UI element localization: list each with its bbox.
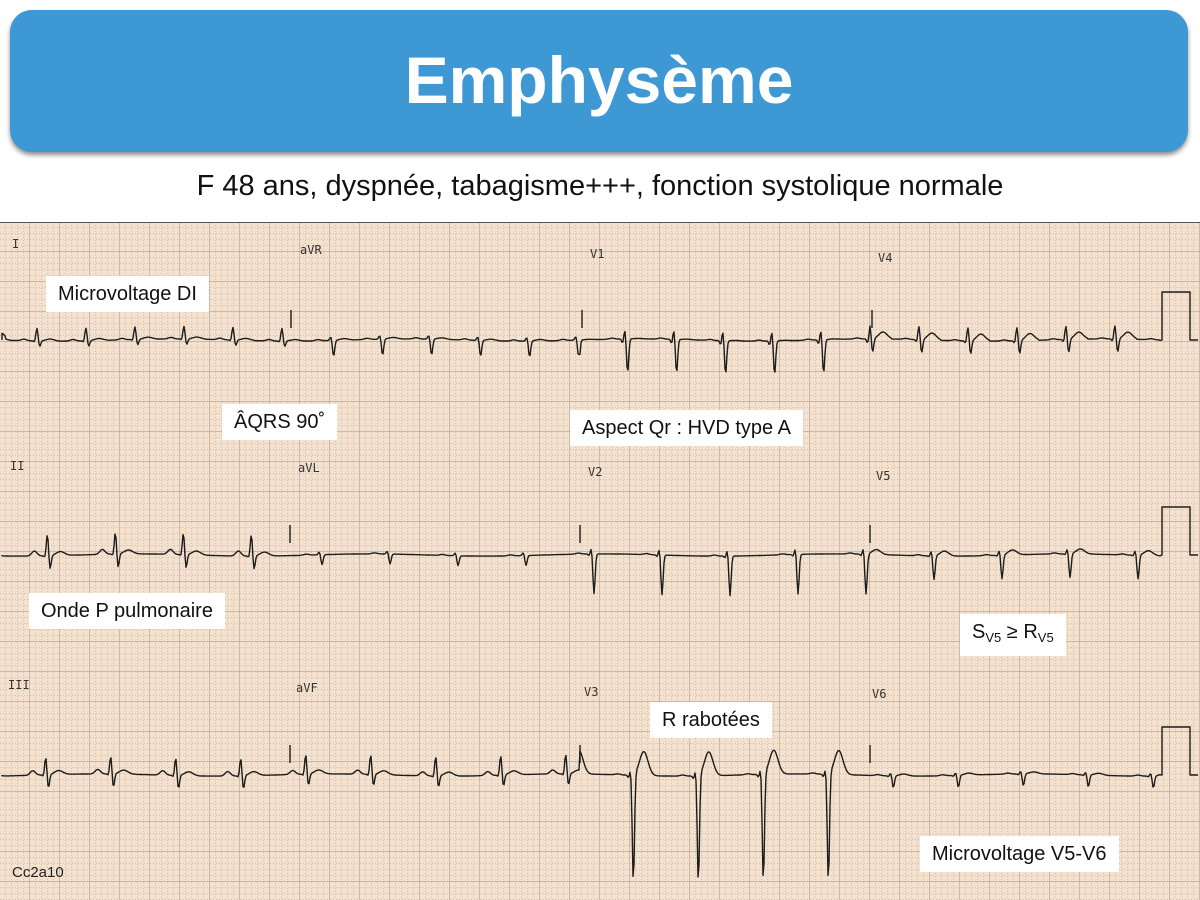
lead-label-v6: V6 <box>872 687 887 701</box>
lead-label-v2: V2 <box>588 465 603 479</box>
annotation-sv5-rv5 <box>960 614 1066 656</box>
page-title: Emphysème <box>404 43 794 117</box>
lead-label-v5: V5 <box>876 469 891 483</box>
lead-label-v3: V3 <box>584 685 599 699</box>
ecg-strip <box>0 222 1200 900</box>
lead-label-iii: III <box>8 678 30 692</box>
lead-label-avf: aVF <box>296 681 318 695</box>
annotation-microvoltage-v5v6: Microvoltage V5-V6 <box>920 836 1119 872</box>
sv5-s-subscript: V5 <box>985 630 1002 645</box>
lead-label-avl: aVL <box>298 461 320 475</box>
page-subtitle: F 48 ans, dyspnée, tabagisme+++, fonction systolique normale <box>196 170 1004 202</box>
lead-label-v1: V1 <box>590 247 605 261</box>
ecg-grid-major <box>0 222 1200 900</box>
annotation-onde-p-pulmonaire: Onde P pulmonaire <box>29 593 225 629</box>
annotation-aqrs: ÂQRS 90˚ <box>222 404 337 440</box>
sv5-relation: ≥ R <box>1001 621 1038 643</box>
title-banner <box>10 10 1188 152</box>
annotation-microvoltage-di: Microvoltage DI <box>46 276 209 312</box>
annotation-aspect-qr: Aspect Qr : HVD type A <box>570 410 803 446</box>
lead-label-ii: II <box>10 459 25 473</box>
sv5-s-letter: S <box>972 621 986 643</box>
lead-label-i: I <box>12 237 20 251</box>
sv5-r-subscript: V5 <box>1037 630 1054 645</box>
lead-label-avr: aVR <box>300 243 322 257</box>
image-credit: Cc2a10 <box>12 864 64 881</box>
lead-label-v4: V4 <box>878 251 893 265</box>
annotation-r-rabotees: R rabotées <box>650 702 772 738</box>
